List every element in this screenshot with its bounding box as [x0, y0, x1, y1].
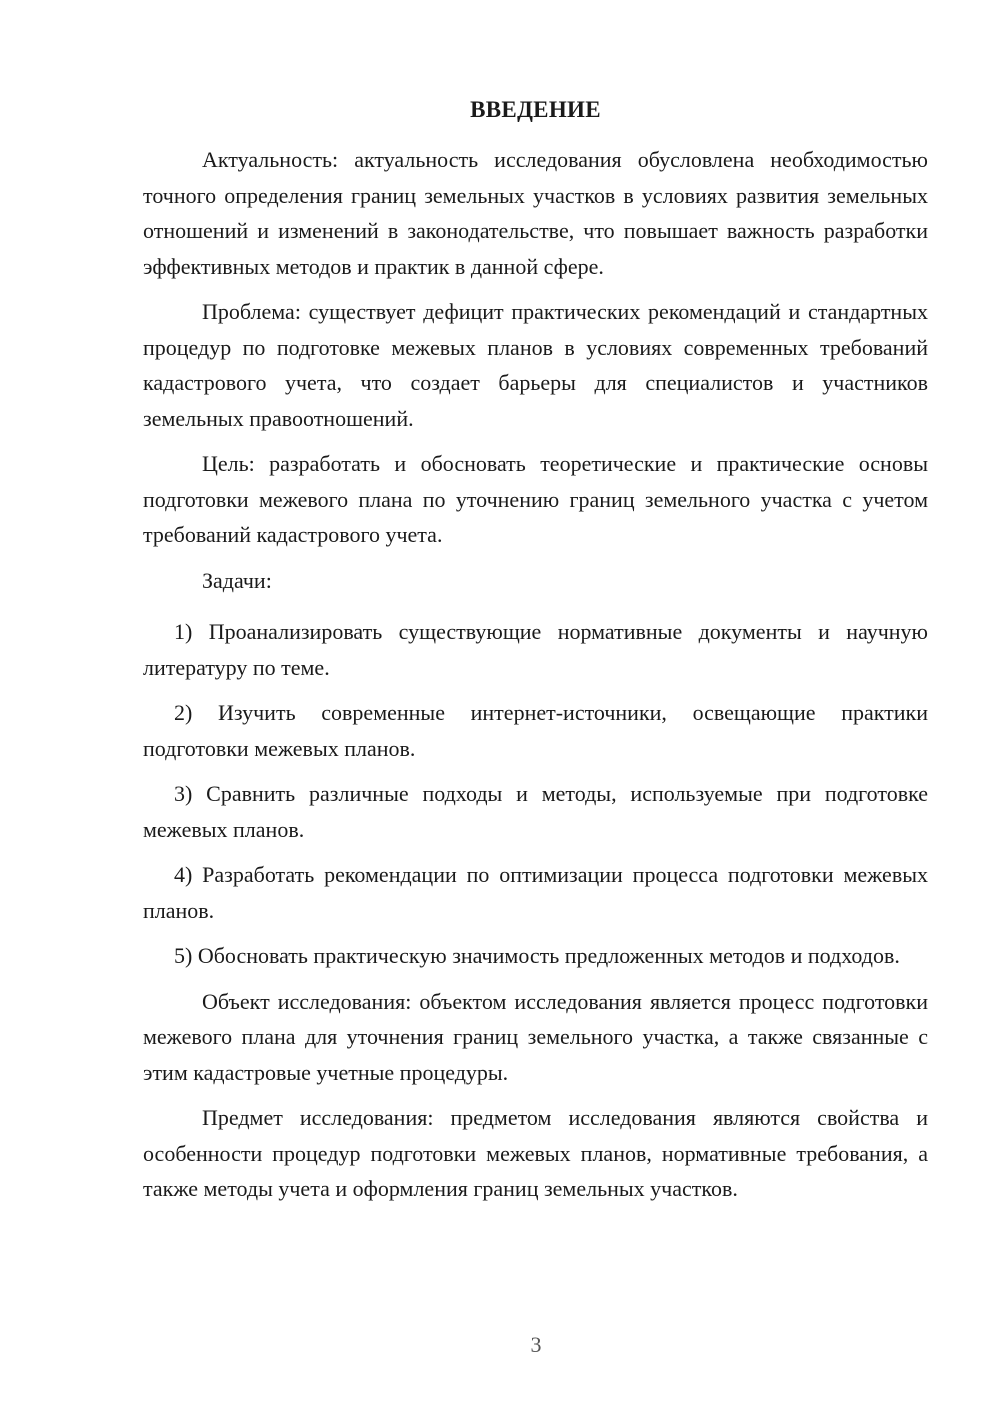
document-page [143, 92, 928, 1217]
page-number: 3 [530, 1332, 542, 1357]
task-item-4: 4) Разработать рекомендации по оптимизации процесса подготовки межевых планов. [143, 862, 928, 923]
task-item-5: 5) Обосновать практическую значимость предложенных методов и подходов. [174, 943, 900, 968]
paragraph-subject: Предмет исследования: предметом исследования являются свойства и особенности процедур подготовки межевых планов, нормативные требования, а также методы учета и оформления границ земельных участков. [143, 1105, 928, 1201]
paragraph-relevance: Актуальность: актуальность исследования обусловлена необходимостью точного определения границ земельных участков в условиях развития земельных отношений и изменений в законодательстве, что повышает важность разработки эффективных методов и практик в данной сфере. [143, 147, 928, 279]
paragraph-problem: Проблема: существует дефицит практических рекомендаций и стандартных процедур по подготовке межевых планов в условиях современных требований кадастрового учета, что создает барьеры для специалистов и участников земельных правоотношений. [143, 299, 928, 431]
paragraph-goal: Цель: разработать и обосновать теоретические и практические основы подготовки межевого плана по уточнению границ земельного участка с учетом требований кадастрового учета. [143, 451, 928, 547]
task-item-3: 3) Сравнить различные подходы и методы, используемые при подготовке межевых планов. [143, 781, 928, 842]
task-item-2: 2) Изучить современные интернет-источники, освещающие практики подготовки межевых планов. [143, 700, 928, 761]
tasks-heading: Задачи: [202, 567, 272, 593]
section-title: ВВЕДЕНИЕ [470, 97, 601, 122]
task-item-1: 1) Проанализировать существующие нормативные документы и научную литературу по теме. [143, 619, 928, 680]
paragraph-object: Объект исследования: объектом исследования является процесс подготовки межевого плана для уточнения границ земельного участка, а также связанные с этим кадастровые учетные процедуры. [143, 988, 928, 1085]
